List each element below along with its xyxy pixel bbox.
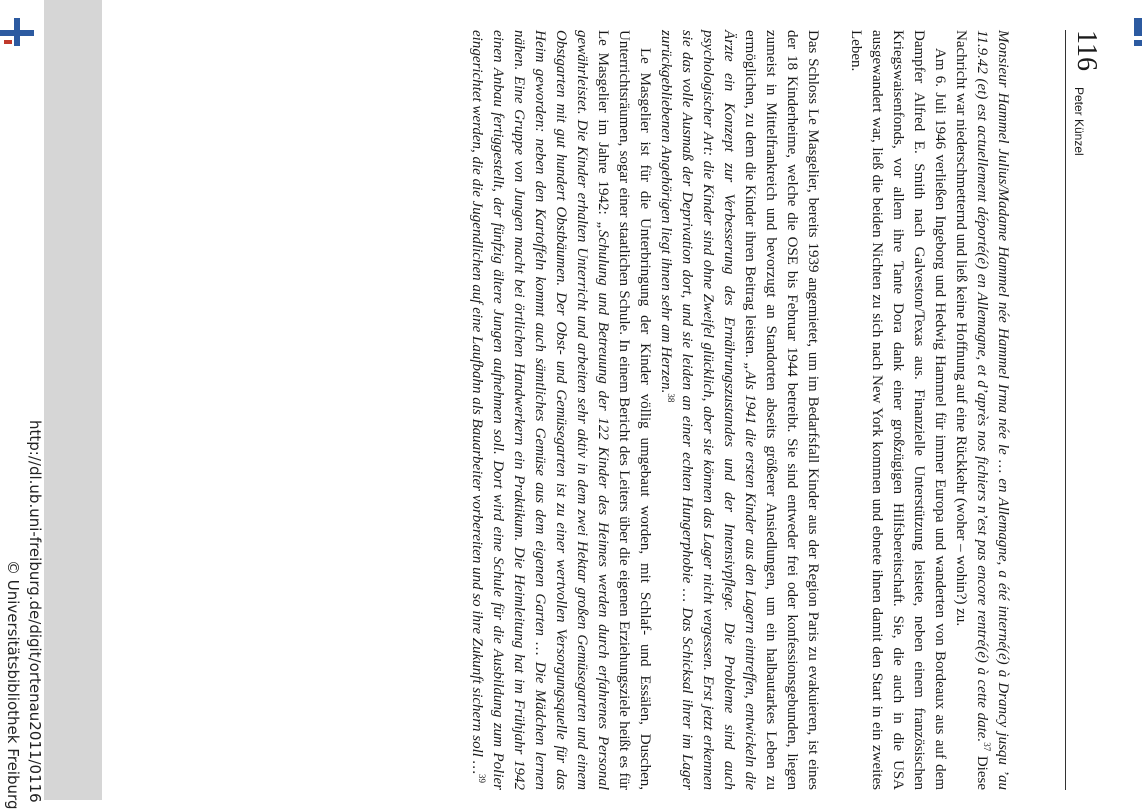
page-gutter	[44, 0, 102, 800]
page-header	[1065, 30, 1100, 790]
page-number: 116	[1071, 30, 1102, 71]
paragraph-1	[950, 30, 1013, 790]
page-edge-mark	[1134, 18, 1142, 36]
page-body	[466, 30, 1013, 790]
paragraph-4	[466, 30, 655, 790]
footnote-ref-38: 38	[666, 393, 676, 403]
library-logo-icon	[0, 18, 36, 48]
copyright-line: © Universitätsbibliothek Freiburg	[4, 560, 22, 809]
paragraph-1-tail: Diese Nachricht war niederschmetternd und ließ keine Hoffnung auf eine Rückkehr (woher – wohin?) zu.	[953, 30, 990, 790]
paragraph-3-quote: „Als 1941 die ersten Kinder aus den Lagern eintreffen, entwickeln die Ärzte ein Konzept zur Verbesserung des Ernährungszustandes und der Intensivpflege. Die Probleme sind auch psychologischer Art: die Kinder sind ohne Zweifel glücklich, aber sie können das Lager nicht vergessen. Erst jetzt erkennen sie das volle Ausmaß der Deprivation dort, und sie leiden an einer echten Hungerphobie … Das Schicksal ihrer im Lager zurückgebliebenen Angehörigen liegt ihnen sehr am Herzen.	[658, 30, 758, 790]
paragraph-3	[655, 30, 823, 790]
page-edge-mark-small	[1134, 40, 1142, 46]
paragraph-1-quote: Monsieur Hammel Julius/Madame Hammel née Hammel Irma née le … en Allemagne, a été interné(é) à Drancy jusqu ’au 11.9.42 (et) est actuellement déporté(é) en Allemagne, et d’après nos fichiers n’est pas encore rentré(é) à cette date.	[974, 30, 1011, 790]
source-url: http://dl.ub.uni-freiburg.de/digit/ortenau2011/0116	[26, 420, 44, 803]
footnote-ref-37: 37	[982, 742, 992, 752]
paragraph-2: Am 6. Juli 1946 verließen Ingeborg und Hedwig Hammel für immer Europa und wanderten von Bordeaux aus auf dem Dampfer Alfred E. Smith nach Galveston/Texas aus. Finanzielle Unterstützung leistete, neben einem französischen Kriegswaisenfonds, vor allem ihre Tante Dora dank einer großzügigen Hilfsbereitschaft. Sie, die auch in die USA ausgewandert war, ließ die beiden Nichten zu sich nach New York kommen und ebnete ihnen damit den Start in ein zweites Leben.	[848, 30, 948, 790]
paragraph-3-text: Das Schloss Le Masgelier, bereits 1939 angemietet, um im Bedarfsfall Kinder aus der Region Paris zu evakuieren, ist eines der 18 Kinderheime, welche die OSE bis Februar 1944 betreibt. Sie sind entweder frei oder konfessionsgebunden, liegen zumeist in Mittelfrankreich und bevorzugt an Standorten abseits größerer Ansiedlungen, um ein halbautarkes Leben zu ermöglichen, zu dem die Kinder ihren Beitrag leisten.	[742, 30, 821, 790]
paragraph-4-text: Le Masgelier ist für die Unterbringung der Kinder völlig umgebaut worden, mit Schlaf- und Essälen, Duschen, Unterrichtsräumen, sogar einer staatlichen Schule. In einem Bericht des Leiters über die eigenen Erziehungsziele heißt es für Le Masgelier im Jahre 1942:	[595, 30, 653, 790]
paragraph-4-quote: „Schulung und Betreuung der 122 Kinder des Heimes werden durch erfahrenes Personal gewährleistet. Die Kinder erhalten Unterricht und arbeiten sehr aktiv in dem zwei Hektar großen Gemüsegarten und einem Obstgarten mit gut hundert Obstbäumen. Der Obst- und Gemüsegarten ist zu einer wertvollen Versorgungsquelle für das Heim geworden: neben den Kartoffeln kommt auch sämtliches Gemüse aus dem eigenen Garten … Die Mädchen lernen nähen. Eine Gruppe von Jungen macht bei örtlichen Handwerkern ein Praktikum. Die Heimleitung hat im Frühjahr 1942 einen Anbau fertiggestellt, der fünfzig ältere Jungen aufnehmen soll. Dort wird eine Schule für die Ausbildung zum Polier eingerichtet werden, die die Jugendlichen auf eine Laufbahn als Bauarbeiter vorbereiten und so ihre Zukunft sichern soll …	[469, 30, 611, 790]
footnote-ref-39: 39	[477, 774, 487, 784]
rotated-page-content	[466, 30, 1100, 800]
running-author: Peter Künzel	[1072, 86, 1086, 156]
